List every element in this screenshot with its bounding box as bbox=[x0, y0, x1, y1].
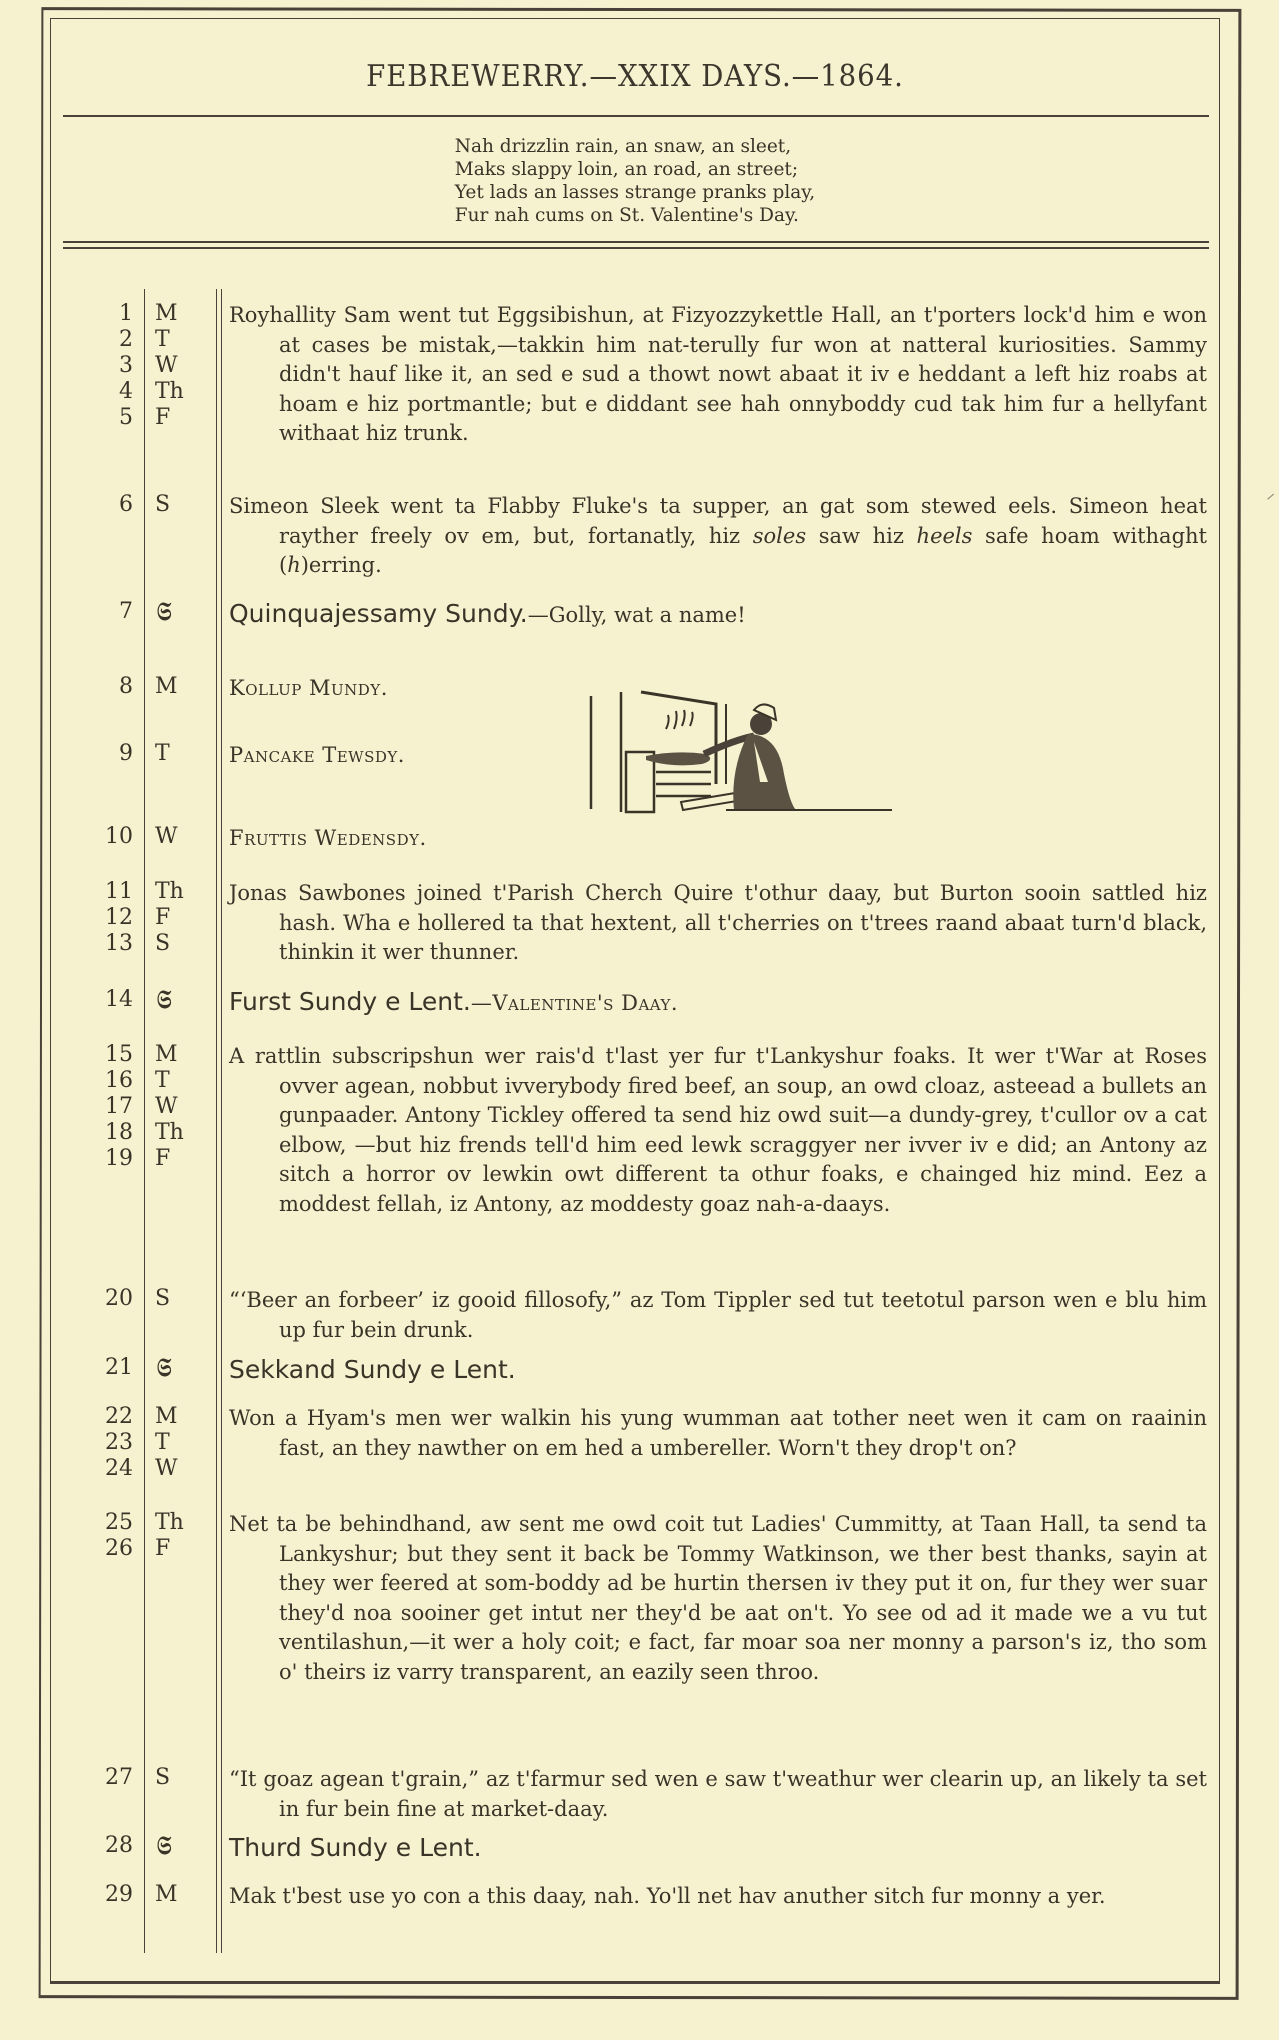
sunday-icon: 𝔖 bbox=[156, 597, 172, 627]
day-number: 27 bbox=[105, 1765, 133, 1790]
weekdays bbox=[155, 1510, 205, 1562]
weekday-letter: F bbox=[155, 1146, 171, 1171]
day-number: 15 bbox=[105, 1042, 133, 1067]
title-rule bbox=[63, 115, 1209, 117]
entry-text: Net ta be behindhand, aw sent me owd coit tut Ladies' Cummitty, at Taan Hall, ta send ta Lankyshur; but they sent it back be Tommy Watkinson, we ther best thanks, sayin at they wer feered at som-boddy ad be hurtin thersen iv they put it on, fur they wer suar they'd noa sooiner get intut ner they'd be aat on't. Yo see od ad it made we a vu tut ventilashun,—it wer a holy coit; e fact, far moar soa ner monny a parson's iz, tho som o' theirs iz varry transparent, an eazily seen throo. bbox=[229, 1512, 1207, 1684]
verse-line: Maks slappy loin, an road, an street; bbox=[454, 159, 799, 180]
weekday-letter: Th bbox=[155, 1510, 184, 1535]
day-numbers bbox=[75, 1286, 133, 1312]
day-number: 23 bbox=[105, 1430, 133, 1455]
day-number: 11 bbox=[105, 879, 133, 904]
weekday-letter: M bbox=[155, 1042, 178, 1067]
day-numbers bbox=[75, 1510, 133, 1562]
day-numbers bbox=[75, 599, 133, 625]
day-number: 5 bbox=[119, 405, 133, 430]
weekday-letter: F bbox=[155, 1536, 171, 1561]
weekday-letter: S bbox=[155, 492, 171, 517]
day-number: 14 bbox=[105, 987, 133, 1012]
day-number: 20 bbox=[105, 1286, 133, 1311]
entry-text: “It goaz agean t'grain,” az t'farmur sed wen e saw t'weathur wer clearin up, an likely ta set in fur bein fine at market-daay. bbox=[229, 1767, 1207, 1821]
weekdays bbox=[155, 599, 205, 627]
day-label: Fruttis Wedensdy. bbox=[229, 826, 427, 850]
weekdays bbox=[155, 879, 205, 957]
day-numbers bbox=[75, 1833, 133, 1859]
day-number: 9 bbox=[119, 741, 133, 766]
verse-line: Nah drizzlin rain, an snaw, an sleet, bbox=[454, 136, 792, 157]
day-number: 19 bbox=[105, 1146, 133, 1171]
sunday-heading: Quinquajessamy Sundy.—Golly, wat a name! bbox=[229, 599, 746, 628]
weekdays bbox=[155, 1882, 205, 1908]
verse-rule-bottom bbox=[63, 247, 1209, 249]
weekday-letter: F bbox=[155, 905, 171, 930]
day-number: 10 bbox=[105, 824, 133, 849]
weekdays bbox=[155, 1286, 205, 1312]
day-numbers bbox=[75, 1882, 133, 1908]
sunday-icon: 𝔖 bbox=[156, 985, 172, 1015]
weekdays bbox=[155, 301, 205, 431]
day-numbers bbox=[75, 1355, 133, 1381]
weekday-letter: W bbox=[155, 353, 178, 378]
day-numbers bbox=[75, 674, 133, 700]
day-numbers bbox=[75, 492, 133, 518]
day-number: 13 bbox=[105, 931, 133, 956]
day-number: 21 bbox=[105, 1355, 133, 1380]
sunday-heading: Furst Sundy e Lent.—Valentine's Daay. bbox=[229, 987, 679, 1016]
weekdays bbox=[155, 1765, 205, 1791]
sunday-icon: 𝔖 bbox=[156, 1831, 172, 1861]
weekdays bbox=[155, 1404, 205, 1482]
woodcut-illustration bbox=[586, 684, 896, 819]
weekday-letter: Th bbox=[155, 1120, 184, 1145]
day-number: 29 bbox=[105, 1882, 133, 1907]
weekday-letter: S bbox=[155, 1765, 171, 1790]
day-numbers bbox=[75, 741, 133, 767]
weekday-letter: M bbox=[155, 301, 178, 326]
entry-text: Mak t'best use yo con a this daay, nah. Yo'll net hav anuther sitch fur monny a yer. bbox=[229, 1884, 1106, 1908]
day-number: 17 bbox=[105, 1094, 133, 1119]
sunday-icon: 𝔖 bbox=[156, 1353, 172, 1383]
entry-text: Won a Hyam's men wer walkin his yung wumman aat tother neet wen it cam on raainin fast, an they nawther on em hed a umbereller. Worn't they drop't on? bbox=[229, 1406, 1207, 1460]
weekday-letter: T bbox=[155, 741, 170, 766]
day-number: 2 bbox=[119, 327, 133, 352]
weekday-letter: M bbox=[155, 674, 178, 699]
entry-text: Royhallity Sam went tut Eggsibishun, at Fizyozzykettle Hall, an t'porters lock'd him e won at cases be mistak,—takkin him nat-terully fur won at natteral kuriosities. Sammy didn't hauf like it, an sed e sud a thowt nowt abaat it iv e heddant a left hiz roabs at hoam e hiz portmantle; but e diddant see hah onnyboddy cud tak him fur a hellyfant withaat hiz trunk. bbox=[229, 303, 1207, 445]
weekday-letter: M bbox=[155, 1404, 178, 1429]
weekdays bbox=[155, 987, 205, 1015]
day-numbers bbox=[75, 1404, 133, 1482]
weekdays bbox=[155, 1042, 205, 1172]
day-label: Pancake Tewsdy. bbox=[229, 743, 405, 767]
day-numbers bbox=[75, 301, 133, 431]
heading-note: —Valentine's Daay. bbox=[470, 991, 679, 1015]
weekdays bbox=[155, 674, 205, 700]
day-number: 26 bbox=[105, 1536, 133, 1561]
weekday-letter: M bbox=[155, 1882, 178, 1907]
verse bbox=[51, 135, 1219, 227]
weekdays bbox=[155, 824, 205, 850]
weekdays bbox=[155, 1355, 205, 1383]
verse-line: Yet lads an lasses strange pranks play, bbox=[454, 182, 816, 203]
sunday-heading: Thurd Sundy e Lent. bbox=[229, 1833, 482, 1862]
weekday-letter: W bbox=[155, 1094, 178, 1119]
day-number: 7 bbox=[119, 599, 133, 624]
day-number: 12 bbox=[105, 905, 133, 930]
day-number: 3 bbox=[119, 353, 133, 378]
day-numbers bbox=[75, 824, 133, 850]
column-divider-weekday-1 bbox=[216, 289, 217, 1953]
weekday-letter: T bbox=[155, 1430, 170, 1455]
weekdays bbox=[155, 741, 205, 767]
day-number: 18 bbox=[105, 1120, 133, 1145]
weekday-letter: Th bbox=[155, 879, 184, 904]
margin-mark bbox=[1267, 494, 1274, 501]
weekday-letter: T bbox=[155, 327, 170, 352]
column-divider-weekday-2 bbox=[221, 289, 222, 1953]
day-numbers bbox=[75, 1042, 133, 1172]
day-number: 16 bbox=[105, 1068, 133, 1093]
weekday-letter: W bbox=[155, 1456, 178, 1481]
weekday-letter: F bbox=[155, 405, 171, 430]
heading-note: —Golly, wat a name! bbox=[527, 603, 746, 627]
entry-text: A rattlin subscripshun wer rais'd t'last yer fur t'Lankyshur foaks. It wer t'War at Roses ovver agean, nobbut ivverybody fired beef, an soup, an owd cloaz, asteead a bullets an gunpaader. Antony Tickley offered ta send hiz owd suit—a dundy-grey, t'cullor ov a cat elbow, —but hiz frends tell'd him eed lewk scraggyer ner ivver iv e did; an Antony az sitch a horror ov lewkin owt different ta othur foaks, e chainged hiz mind. Eez a moddest fellah, iz Antony, az moddesty goaz nah-a-daays. bbox=[229, 1044, 1207, 1216]
day-numbers bbox=[75, 1765, 133, 1791]
day-number: 4 bbox=[119, 379, 133, 404]
entry-text: “‘Beer an forbeer’ iz gooid fillosofy,” az Tom Tippler sed tut teetotul parson wen e blu him up fur bein drunk. bbox=[229, 1288, 1207, 1342]
day-number: 6 bbox=[119, 492, 133, 517]
entry-text: Jonas Sawbones joined t'Parish Cherch Quire t'othur daay, but Burton sooin sattled hiz hash. Wha e hollered ta that hextent, all t'cherries on t'trees raand abaat turn'd black, thinkin it wer thunner. bbox=[229, 881, 1207, 964]
weekdays bbox=[155, 492, 205, 518]
column-divider-day bbox=[144, 289, 145, 1953]
weekday-letter: T bbox=[155, 1068, 170, 1093]
weekday-letter: S bbox=[155, 1286, 171, 1311]
day-number: 1 bbox=[119, 301, 133, 326]
day-numbers bbox=[75, 879, 133, 957]
day-number: 25 bbox=[105, 1510, 133, 1535]
day-number: 8 bbox=[119, 674, 133, 699]
page-frame bbox=[50, 18, 1220, 1984]
day-numbers bbox=[75, 987, 133, 1013]
day-number: 24 bbox=[105, 1456, 133, 1481]
verse-rule-top bbox=[63, 241, 1209, 243]
weekday-letter: S bbox=[155, 931, 171, 956]
weekday-letter: Th bbox=[155, 379, 184, 404]
weekdays bbox=[155, 1833, 205, 1861]
page-title: FEBREWERRY.—XXIX DAYS.—1864. bbox=[366, 59, 904, 94]
sunday-heading: Sekkand Sundy e Lent. bbox=[229, 1355, 516, 1384]
verse-line: Fur nah cums on St. Valentine's Day. bbox=[454, 205, 799, 226]
weekday-letter: W bbox=[155, 824, 178, 849]
day-label: Kollup Mundy. bbox=[229, 676, 388, 700]
day-number: 22 bbox=[105, 1404, 133, 1429]
day-number: 28 bbox=[105, 1833, 133, 1858]
entry-text: Simeon Sleek went ta Flabby Fluke's ta supper, an gat som stewed eels. Simeon heat rayther freely ov em, but, fortanatly, hiz soles saw hiz heels safe hoam withaght (h)erring. bbox=[229, 494, 1207, 577]
